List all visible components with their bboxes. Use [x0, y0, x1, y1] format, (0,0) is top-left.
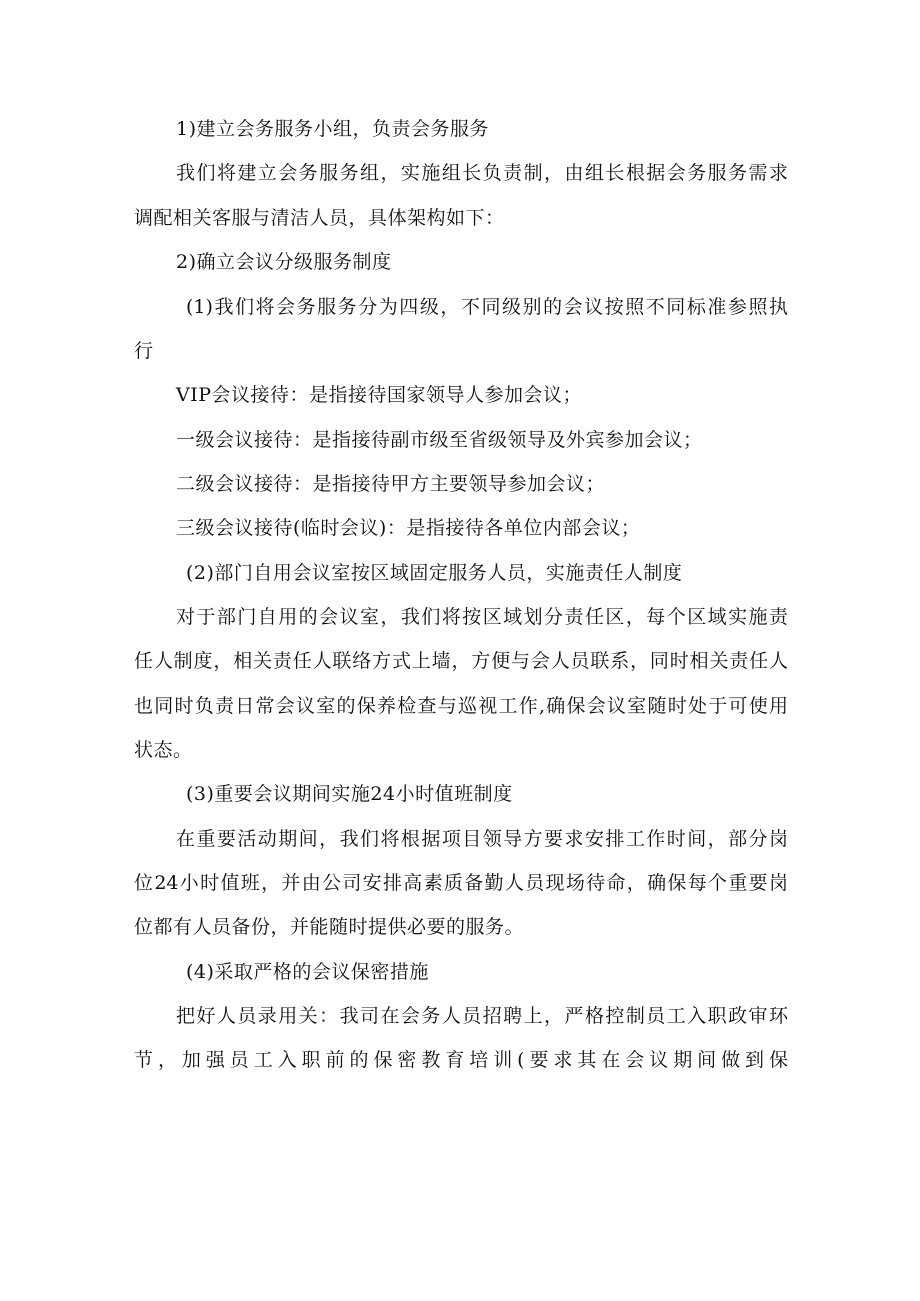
subheading-2: (2)部门自用会议室按区域固定服务人员，实施责任人制度 — [186, 562, 683, 584]
paragraph-line: 对于部门自用的会议室，我们将按区域划分责任区，每个区域实施责 — [176, 606, 788, 628]
paragraph-line: 位都有人员备份，并能随时提供必要的服务。 — [134, 916, 525, 938]
list-item: 三级会议接待(临时会议)：是指接待各单位内部会议； — [176, 517, 641, 539]
paragraph-line: 节，加强员工入职前的保密教育培训(要求其在会议期间做到保 — [134, 1049, 788, 1071]
paragraph-line: 也同时负责日常会议室的保养检查与巡视工作,确保会议室随时处于可使用 — [134, 695, 788, 717]
paragraph-line: 任人制度，相关责任人联络方式上墙，方便与会人员联系，同时相关责任人 — [134, 650, 788, 672]
heading-2: 2)确立会议分级服务制度 — [176, 251, 392, 273]
list-item: 二级会议接待：是指接待甲方主要领导参加会议； — [176, 473, 606, 495]
list-item: 一级会议接待：是指接待副市级至省级领导及外宾参加会议； — [176, 429, 703, 451]
paragraph-line: 把好人员录用关：我司在会务人员招聘上，严格控制员工入职政审环 — [176, 1005, 788, 1027]
paragraph-line: 在重要活动期间，我们将根据项目领导方要求安排工作时间，部分岗 — [176, 828, 788, 850]
paragraph-line: 调配相关客服与清洁人员，具体架构如下： — [134, 207, 505, 229]
paragraph-line: 我们将建立会务服务组，实施组长负责制，由组长根据会务服务需求 — [176, 162, 788, 184]
subheading-4: (4)采取严格的会议保密措施 — [186, 961, 429, 983]
paragraph-line: 行 — [134, 340, 154, 362]
subheading-3: (3)重要会议期间实施24小时值班制度 — [186, 783, 513, 805]
list-item: VIP会议接待：是指接待国家领导人参加会议； — [176, 384, 583, 406]
paragraph-line: 位24小时值班，并由公司安排高素质备勤人员现场待命，确保每个重要岗 — [134, 872, 788, 894]
subheading-1: (1)我们将会务服务分为四级，不同级别的会议按照不同标准参照执 — [186, 296, 788, 318]
heading-1: 1)建立会务服务小组，负责会务服务 — [176, 118, 490, 140]
paragraph-line: 状态。 — [134, 739, 193, 761]
